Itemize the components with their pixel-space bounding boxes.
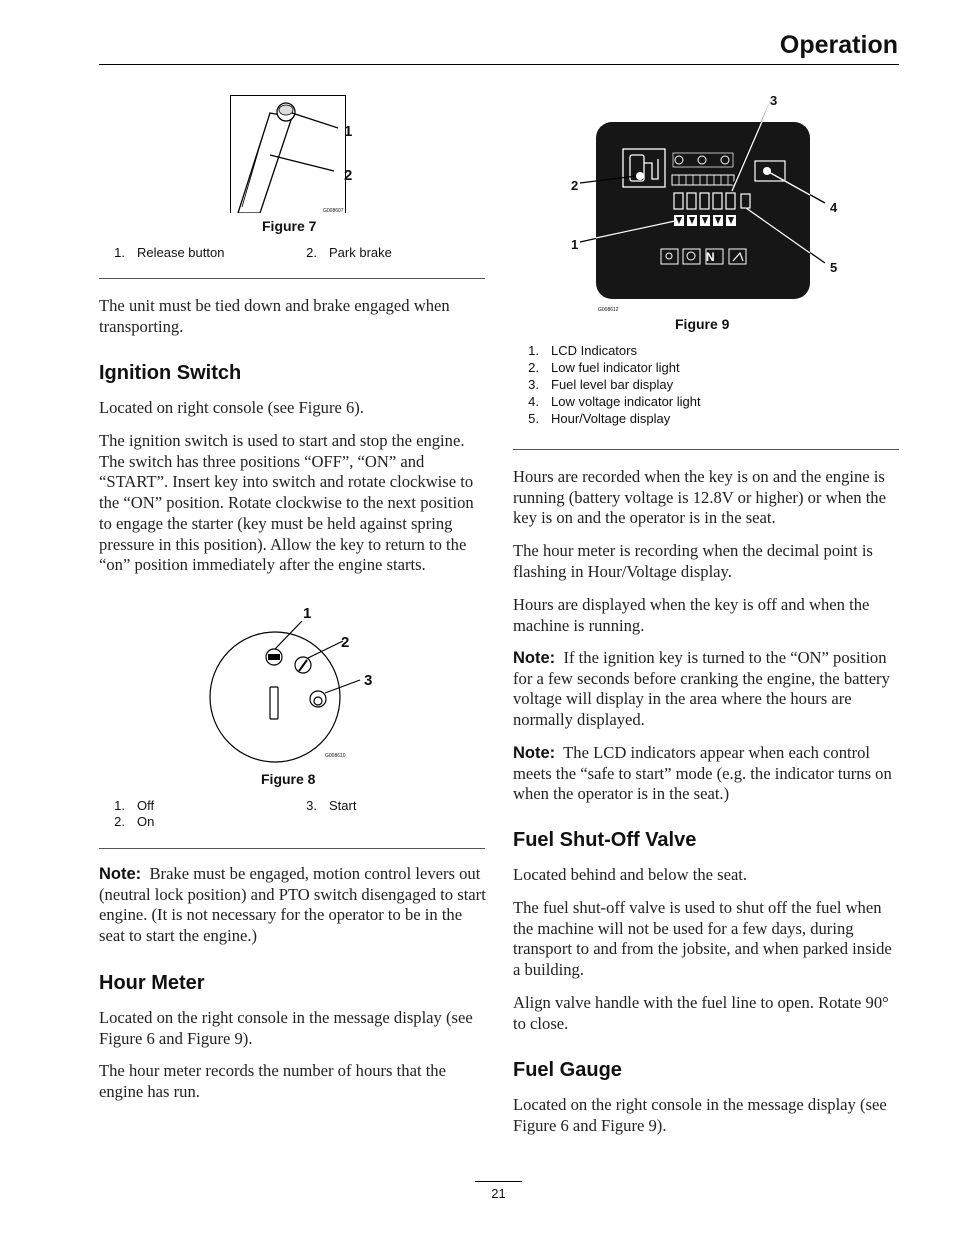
fuel-valve-description-paragraph: The fuel shut-off valve is used to shut off the fuel when the machine will not be used for a few days, during transport to and from the jobsite, and when parked inside a building.: [513, 898, 892, 980]
figure-8-caption: Figure 8: [261, 771, 316, 787]
figure-8-illustration: [205, 605, 385, 765]
note-lcd-indicators: Note: The LCD indicators appear when each control meets the “safe to start” mode (e.g. the indicator turns on when the operator is in the seat.): [513, 743, 892, 804]
hour-meter-description-paragraph: The hour meter records the number of hours that the engine has run.: [99, 1061, 446, 1101]
neutral-indicator-letter: N: [706, 250, 715, 264]
fuel-gauge-heading: Fuel Gauge: [513, 1059, 622, 1081]
figure-8-rule: [99, 848, 485, 849]
legend-item: 3. Start: [306, 798, 357, 813]
legend-item: 3. Fuel level bar display: [528, 377, 674, 392]
legend-item: 2. On: [114, 814, 155, 829]
figure-9-rule: [513, 449, 899, 450]
park-brake-lever-drawing: [230, 95, 346, 213]
hour-meter-recording-paragraph: The hour meter is recording when the decimal point is flashing in Hour/Voltage display.: [513, 541, 873, 581]
legend-item: 1. Release button: [114, 245, 225, 260]
hour-meter-heading: Hour Meter: [99, 972, 205, 994]
page-number: 21: [491, 1186, 506, 1201]
legend-item: 1. Off: [114, 798, 155, 813]
figure-8-code: G008610: [325, 753, 346, 759]
ignition-switch-heading: Ignition Switch: [99, 362, 242, 384]
figure-9-caption: Figure 9: [675, 316, 730, 332]
figure-9-callout-1: 1: [571, 237, 579, 252]
fuel-gauge-location-paragraph: Located on the right console in the message display (see Figure 6 and Figure 9).: [513, 1095, 887, 1135]
message-display-drawing: [560, 95, 850, 305]
figure-7-callout-2: 2: [344, 167, 353, 184]
figure-9-callout-2: 2: [571, 178, 579, 193]
figure-8-legend: [99, 797, 487, 831]
hours-displayed-paragraph: Hours are displayed when the key is off and when the machine is running.: [513, 595, 870, 635]
transport-paragraph: The unit must be tied down and brake engaged when transporting.: [99, 296, 450, 336]
figure-9-legend: [513, 342, 901, 427]
ignition-location-paragraph: Located on right console (see Figure 6).: [99, 398, 364, 417]
legend-item: 1. LCD Indicators: [528, 343, 637, 358]
hours-recorded-paragraph: Hours are recorded when the key is on and the engine is running (battery voltage is 12.8V or higher) or when the key is on and the operator is in the seat.: [513, 467, 886, 528]
figure-7-code: G008607: [323, 208, 344, 214]
fuel-valve-operation-paragraph: Align valve handle with the fuel line to open. Rotate 90° to close.: [513, 993, 889, 1033]
header-rule: [99, 64, 899, 65]
figure-7-callout-1: 1: [344, 123, 353, 140]
figure-9-illustration: [560, 95, 850, 305]
figure-9-callout-5: 5: [830, 260, 838, 275]
figure-9-callout-3: 3: [770, 93, 778, 108]
figure-9-code: G008612: [598, 307, 619, 313]
legend-item: 2. Low fuel indicator light: [528, 360, 680, 375]
fuel-valve-location-paragraph: Located behind and below the seat.: [513, 865, 748, 884]
legend-item: 5. Hour/Voltage display: [528, 411, 671, 426]
fuel-shutoff-heading: Fuel Shut-Off Valve: [513, 829, 697, 851]
figure-7-rule: [99, 278, 485, 279]
page-title: Operation: [779, 31, 898, 59]
legend-item: 2. Park brake: [306, 245, 392, 260]
figure-9-callout-4: 4: [830, 200, 838, 215]
figure-8-callout-1: 1: [303, 605, 312, 622]
figure-7-caption: Figure 7: [262, 218, 317, 234]
footer-rule: [475, 1181, 522, 1182]
hour-meter-location-paragraph: Located on the right console in the message display (see Figure 6 and Figure 9).: [99, 1008, 473, 1048]
figure-8-callout-3: 3: [364, 672, 373, 689]
ignition-switch-drawing: [205, 605, 385, 765]
ignition-description-paragraph: The ignition switch is used to start and stop the engine. The switch has three positions “OFF”, “ON” and “START”. Insert key into switch and rotate clockwise to the “ON” position. Rotate clockwise to the next position to engage the starter (key must be held against spring pressure in this position). Allow the key to return to the “on” position immediately after the engine starts.: [99, 431, 474, 575]
note-brake: Note: Brake must be engaged, motion control levers out (neutral lock position) and PTO switch disengaged to start engine. (It is not necessary for the operator to be in the seat to start the engine.): [99, 864, 486, 946]
legend-item: 4. Low voltage indicator light: [528, 394, 701, 409]
figure-8-callout-2: 2: [341, 634, 350, 651]
note-battery-voltage: Note: If the ignition key is turned to the “ON” position for a few seconds before cranking the engine, the battery voltage will display in the area where the hours are normally displayed.: [513, 648, 890, 730]
figure-7-illustration: [230, 95, 346, 213]
